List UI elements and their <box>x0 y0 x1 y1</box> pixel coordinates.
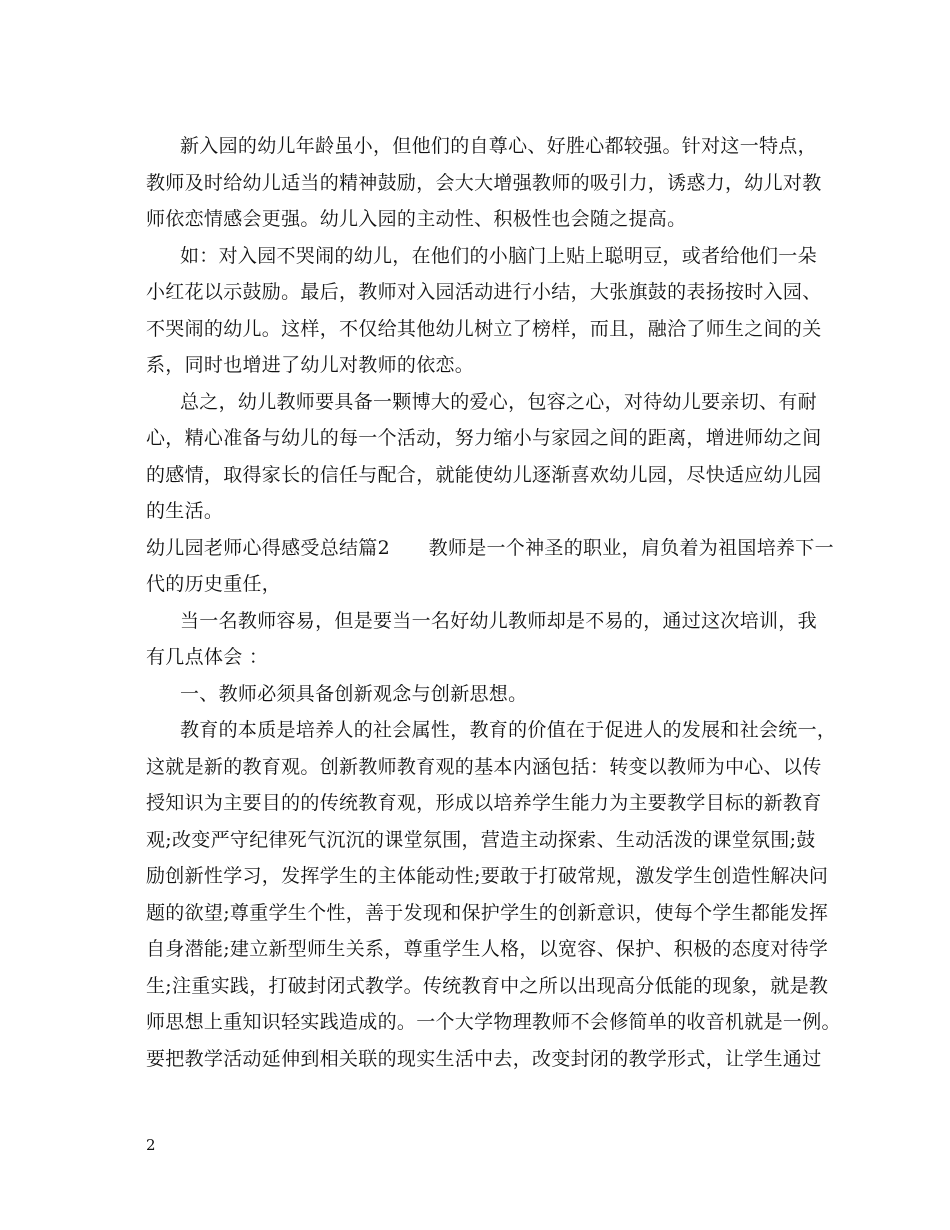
text-line: 的感情，取得家长的信任与配合，就能使幼儿逐渐喜欢幼儿园，尽快适应幼儿园 <box>146 463 822 486</box>
text-line: 自身潜能;建立新型师生关系，尊重学生人格，以宽容、保护、积极的态度对待学 <box>146 938 829 960</box>
text-line: 如：对入园不哭闹的幼儿，在他们的小脑门上贴上聪明豆，或者给他们一朵 <box>180 244 817 267</box>
text-line: 总之，幼儿教师要具备一颗博大的爱心，包容之心，对待幼儿要亲切、有耐 <box>180 390 817 413</box>
text-line: 一、教师必须具备创新观念与创新思想。 <box>180 682 528 705</box>
text-line: 题的欲望;尊重学生个性，善于发现和保护学生的创新意识，使每个学生都能发挥 <box>146 901 829 924</box>
text-line: 生;注重实践，打破封闭式教学。传统教育中之所以出现高分低能的现象，就是教 <box>146 974 829 997</box>
text-line: 小红花以示鼓励。最后，教师对入园活动进行小结，大张旗鼓的表扬按时入园、 <box>146 281 822 303</box>
text-line: 教师及时给幼儿适当的精神鼓励，会大大增强教师的吸引力，诱惑力，幼儿对教 <box>146 171 822 194</box>
text-line: 励创新性学习，发挥学生的主体能动性;要敢于打破常规，激发学生创造性解决问 <box>146 865 829 887</box>
text-line: 师思想上重知识轻实践造成的。一个大学物理教师不会修简单的收音机就是一例。 <box>146 1011 841 1033</box>
text-line: 当一名教师容易，但是要当一名好幼儿教师却是不易的，通过这次培训，我 <box>180 609 817 632</box>
text-line: 观;改变严守纪律死气沉沉的课堂氛围，营造主动探索、生动活泼的课堂氛围;鼓 <box>146 828 816 851</box>
text-line: 有几点体会 ： <box>146 646 269 668</box>
text-line: 教育的本质是培养人的社会属性，教育的价值在于促进人的发展和社会统一， <box>180 719 837 741</box>
text-line: 的生活。 <box>146 500 224 522</box>
text-line: 师依恋情感会更强。幼儿入园的主动性、积极性也会随之提高。 <box>146 208 687 230</box>
text-line: 要把教学活动延伸到相关联的现实生活中去，改变封闭的教学形式，让学生通过 <box>146 1047 822 1070</box>
text-line: 心，精心准备与幼儿的每一个活动，努力缩小与家园之间的距离，增进师幼之间 <box>146 427 822 449</box>
text-line: 新入园的幼儿年龄虽小，但他们的自尊心、好胜心都较强。针对这一特点， <box>180 135 817 157</box>
text-line: 不哭闹的幼儿。这样，不仅给其他幼儿树立了榜样，而且，融洽了师生之间的关 <box>146 317 822 340</box>
page-number: 2 <box>146 1136 156 1154</box>
text-line: 这就是新的教育观。创新教师教育观的基本内涵包括：转变以教师为中心、以传 <box>146 755 822 778</box>
text-line: 授知识为主要目的的传统教育观，形成以培养学生能力为主要教学目标的新教育 <box>146 792 822 814</box>
text-line: 代的历史重任， <box>146 573 282 595</box>
text-line: 系，同时也增进了幼儿对教师的依恋。 <box>146 354 475 376</box>
text-line: 幼儿园老师心得感受总结篇2 教师是一个神圣的职业，肩负着为祖国培养下一 <box>146 536 834 559</box>
document-body <box>146 128 841 1077</box>
